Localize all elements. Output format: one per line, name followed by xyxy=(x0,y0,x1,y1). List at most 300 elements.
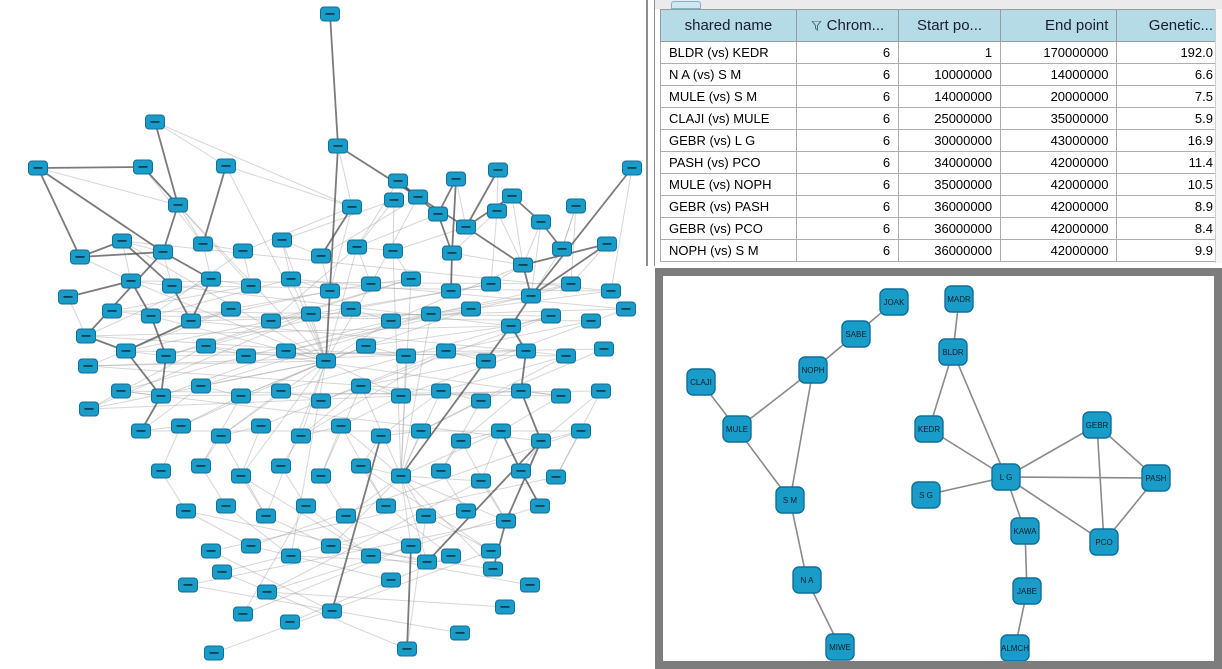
left-network-node[interactable] xyxy=(352,379,371,393)
table-cell[interactable]: 30000000 xyxy=(899,130,1001,152)
left-network-edge[interactable] xyxy=(243,207,352,251)
table-cell[interactable]: 42000000 xyxy=(1001,152,1117,174)
left-network-node[interactable] xyxy=(521,578,540,592)
left-network-node[interactable] xyxy=(77,329,96,343)
table-cell[interactable]: 6 xyxy=(796,130,898,152)
node-label xyxy=(286,621,295,623)
node-label xyxy=(527,295,536,297)
left-network-node[interactable] xyxy=(237,349,256,363)
left-network-edge[interactable] xyxy=(330,14,338,146)
table-cell[interactable]: CLAJI (vs) MULE xyxy=(661,108,797,130)
right-network-node-madr[interactable] xyxy=(945,286,973,312)
left-network-edge[interactable] xyxy=(214,551,491,653)
left-network-node[interactable] xyxy=(312,249,331,263)
left-network-node[interactable] xyxy=(595,342,614,356)
table-cell[interactable]: 192.0 xyxy=(1117,42,1222,64)
left-network-node[interactable] xyxy=(532,215,551,229)
node-label xyxy=(317,255,326,257)
left-network-node[interactable] xyxy=(152,464,171,478)
table-cell[interactable]: MULE (vs) S M xyxy=(661,86,797,108)
node-label xyxy=(217,435,226,437)
left-network-node[interactable] xyxy=(412,424,431,438)
left-network-node[interactable] xyxy=(312,394,331,408)
left-network-edge[interactable] xyxy=(357,181,398,247)
node-label xyxy=(108,310,117,312)
left-network-node[interactable] xyxy=(192,459,211,473)
left-network-edge[interactable] xyxy=(291,361,326,556)
table-row[interactable] xyxy=(661,240,1222,262)
left-network-node[interactable] xyxy=(602,284,621,298)
table-cell[interactable]: 170000000 xyxy=(1001,42,1117,64)
table-cell[interactable]: 16.9 xyxy=(1117,130,1222,152)
left-network-node[interactable] xyxy=(112,384,131,398)
column-header-endpoint[interactable] xyxy=(1001,10,1117,42)
left-network-node[interactable] xyxy=(409,190,428,204)
table-row[interactable] xyxy=(661,152,1222,174)
left-network-node[interactable] xyxy=(202,272,221,286)
table-cell[interactable]: 1 xyxy=(899,42,1001,64)
node-label xyxy=(197,465,206,467)
left-network-node[interactable] xyxy=(457,504,476,518)
table-cell[interactable]: 42000000 xyxy=(1001,240,1117,262)
left-network-node[interactable] xyxy=(154,245,173,259)
left-network-node[interactable] xyxy=(482,544,501,558)
left-network-node[interactable] xyxy=(385,193,404,207)
left-network-node[interactable] xyxy=(80,402,99,416)
left-network-node[interactable] xyxy=(322,539,341,553)
node-label: CLAJI xyxy=(690,378,712,387)
node-label xyxy=(607,290,616,292)
left-network-node[interactable] xyxy=(531,499,550,513)
table-cell[interactable]: 10000000 xyxy=(899,64,1001,86)
left-network-node[interactable] xyxy=(317,354,336,368)
left-network-node[interactable] xyxy=(447,172,466,186)
table-cell[interactable]: 7.5 xyxy=(1117,86,1222,108)
left-network-edge[interactable] xyxy=(338,146,418,197)
left-network-node[interactable] xyxy=(357,339,376,353)
left-network-node[interactable] xyxy=(352,459,371,473)
left-network-node[interactable] xyxy=(472,394,491,408)
left-network-node[interactable] xyxy=(512,384,531,398)
node-label xyxy=(227,308,236,310)
left-network-node[interactable] xyxy=(297,499,316,513)
table-cell[interactable]: 35000000 xyxy=(1001,108,1117,130)
left-network-node[interactable] xyxy=(443,246,462,260)
left-network-edge[interactable] xyxy=(401,476,411,546)
left-network-edge[interactable] xyxy=(38,168,163,252)
left-network-node[interactable] xyxy=(472,474,491,488)
table-scrollbar-track[interactable] xyxy=(1215,9,1222,263)
left-network-node[interactable] xyxy=(234,244,253,258)
left-network-node[interactable] xyxy=(417,509,436,523)
left-network-node[interactable] xyxy=(422,307,441,321)
left-network-edge[interactable] xyxy=(267,481,481,592)
left-network-node[interactable] xyxy=(542,309,561,323)
table-cell[interactable]: GEBR (vs) PASH xyxy=(661,196,797,218)
left-network-node[interactable] xyxy=(418,555,437,569)
left-network-node[interactable] xyxy=(457,220,476,234)
table-cell[interactable]: 6 xyxy=(796,196,898,218)
left-network-node[interactable] xyxy=(451,626,470,640)
left-network-node[interactable] xyxy=(29,161,48,175)
left-network-node[interactable] xyxy=(332,419,351,433)
node-label xyxy=(302,505,311,507)
table-cell[interactable]: 6 xyxy=(796,86,898,108)
node-label xyxy=(207,550,216,552)
right-network-edge[interactable] xyxy=(1097,425,1104,542)
right-network-node-sg[interactable] xyxy=(912,482,940,508)
table-cell[interactable]: 6 xyxy=(796,240,898,262)
left-network-node[interactable] xyxy=(142,309,161,323)
left-network-node[interactable] xyxy=(262,314,281,328)
table-cell[interactable]: 34000000 xyxy=(899,152,1001,174)
left-network-node[interactable] xyxy=(202,544,221,558)
left-network-node[interactable] xyxy=(234,607,253,621)
table-row[interactable] xyxy=(661,86,1222,108)
left-network-node[interactable] xyxy=(323,604,342,618)
left-network-node[interactable] xyxy=(398,642,417,656)
left-network-node[interactable] xyxy=(217,159,236,173)
node-label xyxy=(457,440,466,442)
left-network-node[interactable] xyxy=(146,115,165,129)
table-row[interactable] xyxy=(661,108,1222,130)
left-network-node[interactable] xyxy=(382,573,401,587)
table-cell[interactable]: N A (vs) S M xyxy=(661,64,797,86)
left-network-node[interactable] xyxy=(192,379,211,393)
node-label xyxy=(497,430,506,432)
left-network-node[interactable] xyxy=(567,199,586,213)
node-label xyxy=(117,390,126,392)
left-network-edge[interactable] xyxy=(282,200,394,240)
left-network-node[interactable] xyxy=(442,549,461,563)
node-label: N A xyxy=(800,576,814,585)
left-network-edge[interactable] xyxy=(161,351,286,396)
node-label xyxy=(422,515,431,517)
table-row[interactable] xyxy=(661,64,1222,86)
left-network-edge[interactable] xyxy=(226,166,352,207)
left-network-node[interactable] xyxy=(242,279,261,293)
node-label xyxy=(394,180,403,182)
table-cell[interactable]: 10.5 xyxy=(1117,174,1222,196)
left-network-node[interactable] xyxy=(432,464,451,478)
left-network-edge[interactable] xyxy=(393,200,394,251)
table-cell[interactable]: GEBR (vs) PCO xyxy=(661,218,797,240)
left-network-node[interactable] xyxy=(337,509,356,523)
left-network-node[interactable] xyxy=(497,514,516,528)
left-network-edge[interactable] xyxy=(531,168,632,296)
left-network-edge[interactable] xyxy=(393,251,401,476)
right-network-node-miwe[interactable] xyxy=(826,634,854,660)
table-cell[interactable]: 6 xyxy=(796,42,898,64)
node-label: KAWA xyxy=(1013,527,1037,536)
right-network-node-joak[interactable] xyxy=(880,289,908,315)
left-network-node[interactable] xyxy=(488,204,507,218)
left-network-node[interactable] xyxy=(553,242,572,256)
table-cell[interactable]: PASH (vs) PCO xyxy=(661,152,797,174)
left-network-node[interactable] xyxy=(194,237,213,251)
left-network-node[interactable] xyxy=(377,499,396,513)
table-cell[interactable]: 43000000 xyxy=(1001,130,1117,152)
left-network-node[interactable] xyxy=(392,389,411,403)
left-network-node[interactable] xyxy=(382,314,401,328)
left-network-node[interactable] xyxy=(572,424,591,438)
table-corner-tab[interactable] xyxy=(671,1,701,9)
node-label xyxy=(628,167,637,169)
left-network-node[interactable] xyxy=(252,419,271,433)
left-network-node[interactable] xyxy=(217,499,236,513)
left-network-node[interactable] xyxy=(557,349,576,363)
right-network-node-jabe[interactable] xyxy=(1013,578,1041,604)
left-network-node[interactable] xyxy=(617,302,636,316)
left-network-node[interactable] xyxy=(132,424,151,438)
table-cell[interactable]: 9.9 xyxy=(1117,240,1222,262)
right-network-node-pco[interactable] xyxy=(1090,529,1118,555)
left-network-edge[interactable] xyxy=(38,168,178,205)
right-network-node-lg[interactable] xyxy=(992,464,1020,490)
right-network-node-sabe[interactable] xyxy=(842,321,870,347)
left-network-node[interactable] xyxy=(389,174,408,188)
left-network-node[interactable] xyxy=(397,349,416,363)
left-network-node[interactable] xyxy=(321,7,340,21)
left-network-node[interactable] xyxy=(582,314,601,328)
left-network-node[interactable] xyxy=(502,319,521,333)
left-network-edge[interactable] xyxy=(357,214,438,247)
left-network-node[interactable] xyxy=(79,359,98,373)
table-cell[interactable]: 35000000 xyxy=(899,174,1001,196)
left-network-node[interactable] xyxy=(384,244,403,258)
node-label: NOPH xyxy=(801,366,825,375)
node-label xyxy=(397,395,406,397)
column-header-sharedname[interactable] xyxy=(661,10,797,42)
right-network-node-pash[interactable] xyxy=(1142,465,1170,491)
node-label: ALMCH xyxy=(1000,644,1030,653)
left-network-edge[interactable] xyxy=(38,167,143,168)
left-network-node[interactable] xyxy=(489,163,508,177)
right-network-node-gebr[interactable] xyxy=(1083,412,1111,438)
left-network-node[interactable] xyxy=(273,233,292,247)
table-cell[interactable]: 20000000 xyxy=(1001,86,1117,108)
left-network-edge[interactable] xyxy=(155,122,352,207)
right-network-node-claji[interactable] xyxy=(687,369,715,395)
table-cell[interactable]: 8.9 xyxy=(1117,196,1222,218)
left-network-node[interactable] xyxy=(429,207,448,221)
left-network-node[interactable] xyxy=(177,504,196,518)
left-network-node[interactable] xyxy=(152,389,171,403)
column-header-startpo[interactable] xyxy=(899,10,1001,42)
node-label xyxy=(600,348,609,350)
left-network-node[interactable] xyxy=(598,237,617,251)
left-network-node[interactable] xyxy=(205,646,224,660)
left-network-node[interactable] xyxy=(232,389,251,403)
node-label xyxy=(277,465,286,467)
subnetwork-canvas[interactable] xyxy=(663,276,1214,661)
left-network-node[interactable] xyxy=(517,344,536,358)
left-network-node[interactable] xyxy=(258,585,277,599)
right-network-node-kedr[interactable] xyxy=(915,416,943,442)
node-label xyxy=(151,121,160,123)
left-network-node[interactable] xyxy=(592,384,611,398)
right-network-node-kawa[interactable] xyxy=(1011,518,1039,544)
table-row[interactable] xyxy=(661,42,1222,64)
right-network-edge[interactable] xyxy=(790,370,813,500)
table-cell[interactable]: 14000000 xyxy=(899,86,1001,108)
left-network-node[interactable] xyxy=(232,469,251,483)
left-network-node[interactable] xyxy=(282,272,301,286)
left-network-node[interactable] xyxy=(59,290,78,304)
table-row[interactable] xyxy=(661,174,1222,196)
node-label xyxy=(64,296,73,298)
left-network-node[interactable] xyxy=(113,234,132,248)
table-cell[interactable]: 8.4 xyxy=(1117,218,1222,240)
left-network-node[interactable] xyxy=(282,549,301,563)
left-network-node[interactable] xyxy=(514,258,533,272)
left-network-node[interactable] xyxy=(462,302,481,316)
table-cell[interactable]: NOPH (vs) S M xyxy=(661,240,797,262)
left-network-node[interactable] xyxy=(452,434,471,448)
left-network-node[interactable] xyxy=(522,289,541,303)
node-label: JOAK xyxy=(883,298,905,307)
table-row[interactable] xyxy=(661,130,1222,152)
table-cell[interactable]: 6 xyxy=(796,108,898,130)
left-network-node[interactable] xyxy=(197,339,216,353)
left-network-node[interactable] xyxy=(277,344,296,358)
column-header-genetic[interactable] xyxy=(1117,10,1222,42)
left-network-node[interactable] xyxy=(484,562,503,576)
left-network-node[interactable] xyxy=(169,198,188,212)
left-network-node[interactable] xyxy=(312,469,331,483)
column-header-chrom[interactable] xyxy=(796,10,898,42)
left-network-node[interactable] xyxy=(372,429,391,443)
left-network-node[interactable] xyxy=(117,344,136,358)
node-label xyxy=(382,505,391,507)
table-cell[interactable]: 6 xyxy=(796,174,898,196)
left-network-node[interactable] xyxy=(281,615,300,629)
left-network-edge[interactable] xyxy=(338,146,352,207)
node-label xyxy=(427,313,436,315)
left-network-node[interactable] xyxy=(212,429,231,443)
left-network-node[interactable] xyxy=(213,565,232,579)
left-network-node[interactable] xyxy=(182,314,201,328)
left-network-node[interactable] xyxy=(402,539,421,553)
table-cell[interactable]: GEBR (vs) L G xyxy=(661,130,797,152)
table-row[interactable] xyxy=(661,218,1222,240)
left-network-node[interactable] xyxy=(122,274,141,288)
filter-funnel-icon[interactable] xyxy=(811,21,822,31)
left-network-node[interactable] xyxy=(172,419,191,433)
table-cell[interactable]: 42000000 xyxy=(1001,174,1117,196)
right-network-edge[interactable] xyxy=(1006,477,1156,478)
node-label xyxy=(517,470,526,472)
right-network-node-sm[interactable] xyxy=(776,487,804,513)
right-network-node-noph[interactable] xyxy=(799,357,827,383)
left-network-node[interactable] xyxy=(512,464,531,478)
left-network-node[interactable] xyxy=(272,384,291,398)
left-network-node[interactable] xyxy=(532,434,551,448)
left-network-node[interactable] xyxy=(402,272,421,286)
left-network-node[interactable] xyxy=(362,277,381,291)
left-network-node[interactable] xyxy=(348,240,367,254)
right-network-node-mule[interactable] xyxy=(723,416,751,442)
left-network-node[interactable] xyxy=(257,509,276,523)
left-network-node[interactable] xyxy=(442,284,461,298)
table-cell[interactable]: 6 xyxy=(796,218,898,240)
table-cell[interactable]: 5.9 xyxy=(1117,108,1222,130)
right-network-node-na[interactable] xyxy=(793,567,821,593)
node-label xyxy=(417,430,426,432)
left-network-node[interactable] xyxy=(71,250,90,264)
left-network-node[interactable] xyxy=(157,349,176,363)
node-label xyxy=(622,308,631,310)
left-network-node[interactable] xyxy=(492,424,511,438)
left-network-node[interactable] xyxy=(482,277,501,291)
table-cell[interactable]: 6.6 xyxy=(1117,64,1222,86)
left-network-node[interactable] xyxy=(134,160,153,174)
right-network-node-bldr[interactable] xyxy=(939,339,967,365)
left-network-node[interactable] xyxy=(321,284,340,298)
left-network-edge[interactable] xyxy=(121,356,246,391)
left-network-node[interactable] xyxy=(392,469,411,483)
left-network-node[interactable] xyxy=(329,139,348,153)
left-network-node[interactable] xyxy=(503,189,522,203)
node-label xyxy=(168,285,177,287)
table-cell[interactable]: 6 xyxy=(796,64,898,86)
table-row[interactable] xyxy=(661,196,1222,218)
table-cell[interactable]: 14000000 xyxy=(1001,64,1117,86)
node-label xyxy=(367,283,376,285)
node-label xyxy=(347,308,356,310)
left-network-edge[interactable] xyxy=(452,253,523,265)
left-network-node[interactable] xyxy=(302,307,321,321)
left-network-node[interactable] xyxy=(343,200,362,214)
left-network-node[interactable] xyxy=(103,304,122,318)
right-network-node-almch[interactable] xyxy=(1001,635,1029,661)
left-network-node[interactable] xyxy=(179,578,198,592)
table-cell[interactable]: 42000000 xyxy=(1001,218,1117,240)
left-network-node[interactable] xyxy=(272,459,291,473)
left-network-node[interactable] xyxy=(623,161,642,175)
table-cell[interactable]: MULE (vs) NOPH xyxy=(661,174,797,196)
left-network-node[interactable] xyxy=(496,600,515,614)
node-label xyxy=(487,550,496,552)
left-network-node[interactable] xyxy=(562,277,581,291)
table-cell[interactable]: 36000000 xyxy=(899,218,1001,240)
table-cell[interactable]: 36000000 xyxy=(899,196,1001,218)
table-cell[interactable]: 42000000 xyxy=(1001,196,1117,218)
left-network-edge[interactable] xyxy=(611,168,632,291)
left-network-node[interactable] xyxy=(222,302,241,316)
right-network-edge[interactable] xyxy=(953,352,1006,477)
node-label xyxy=(423,561,432,563)
left-network-node[interactable] xyxy=(432,384,451,398)
left-network-node[interactable] xyxy=(552,389,571,403)
left-network-node[interactable] xyxy=(292,429,311,443)
left-network-node[interactable] xyxy=(242,539,261,553)
table-cell[interactable]: 11.4 xyxy=(1117,152,1222,174)
table-cell[interactable]: 6 xyxy=(796,152,898,174)
left-network-edge[interactable] xyxy=(203,166,226,244)
table-cell[interactable]: 25000000 xyxy=(899,108,1001,130)
left-network-node[interactable] xyxy=(477,354,496,368)
node-label xyxy=(317,475,326,477)
left-network-node[interactable] xyxy=(342,302,361,316)
table-cell[interactable]: BLDR (vs) KEDR xyxy=(661,42,797,64)
table-cell[interactable]: 36000000 xyxy=(899,240,1001,262)
left-network-node[interactable] xyxy=(437,344,456,358)
left-network-edge[interactable] xyxy=(452,179,456,253)
left-network-node[interactable] xyxy=(547,470,566,484)
left-network-node[interactable] xyxy=(163,279,182,293)
left-network-node[interactable] xyxy=(362,549,381,563)
